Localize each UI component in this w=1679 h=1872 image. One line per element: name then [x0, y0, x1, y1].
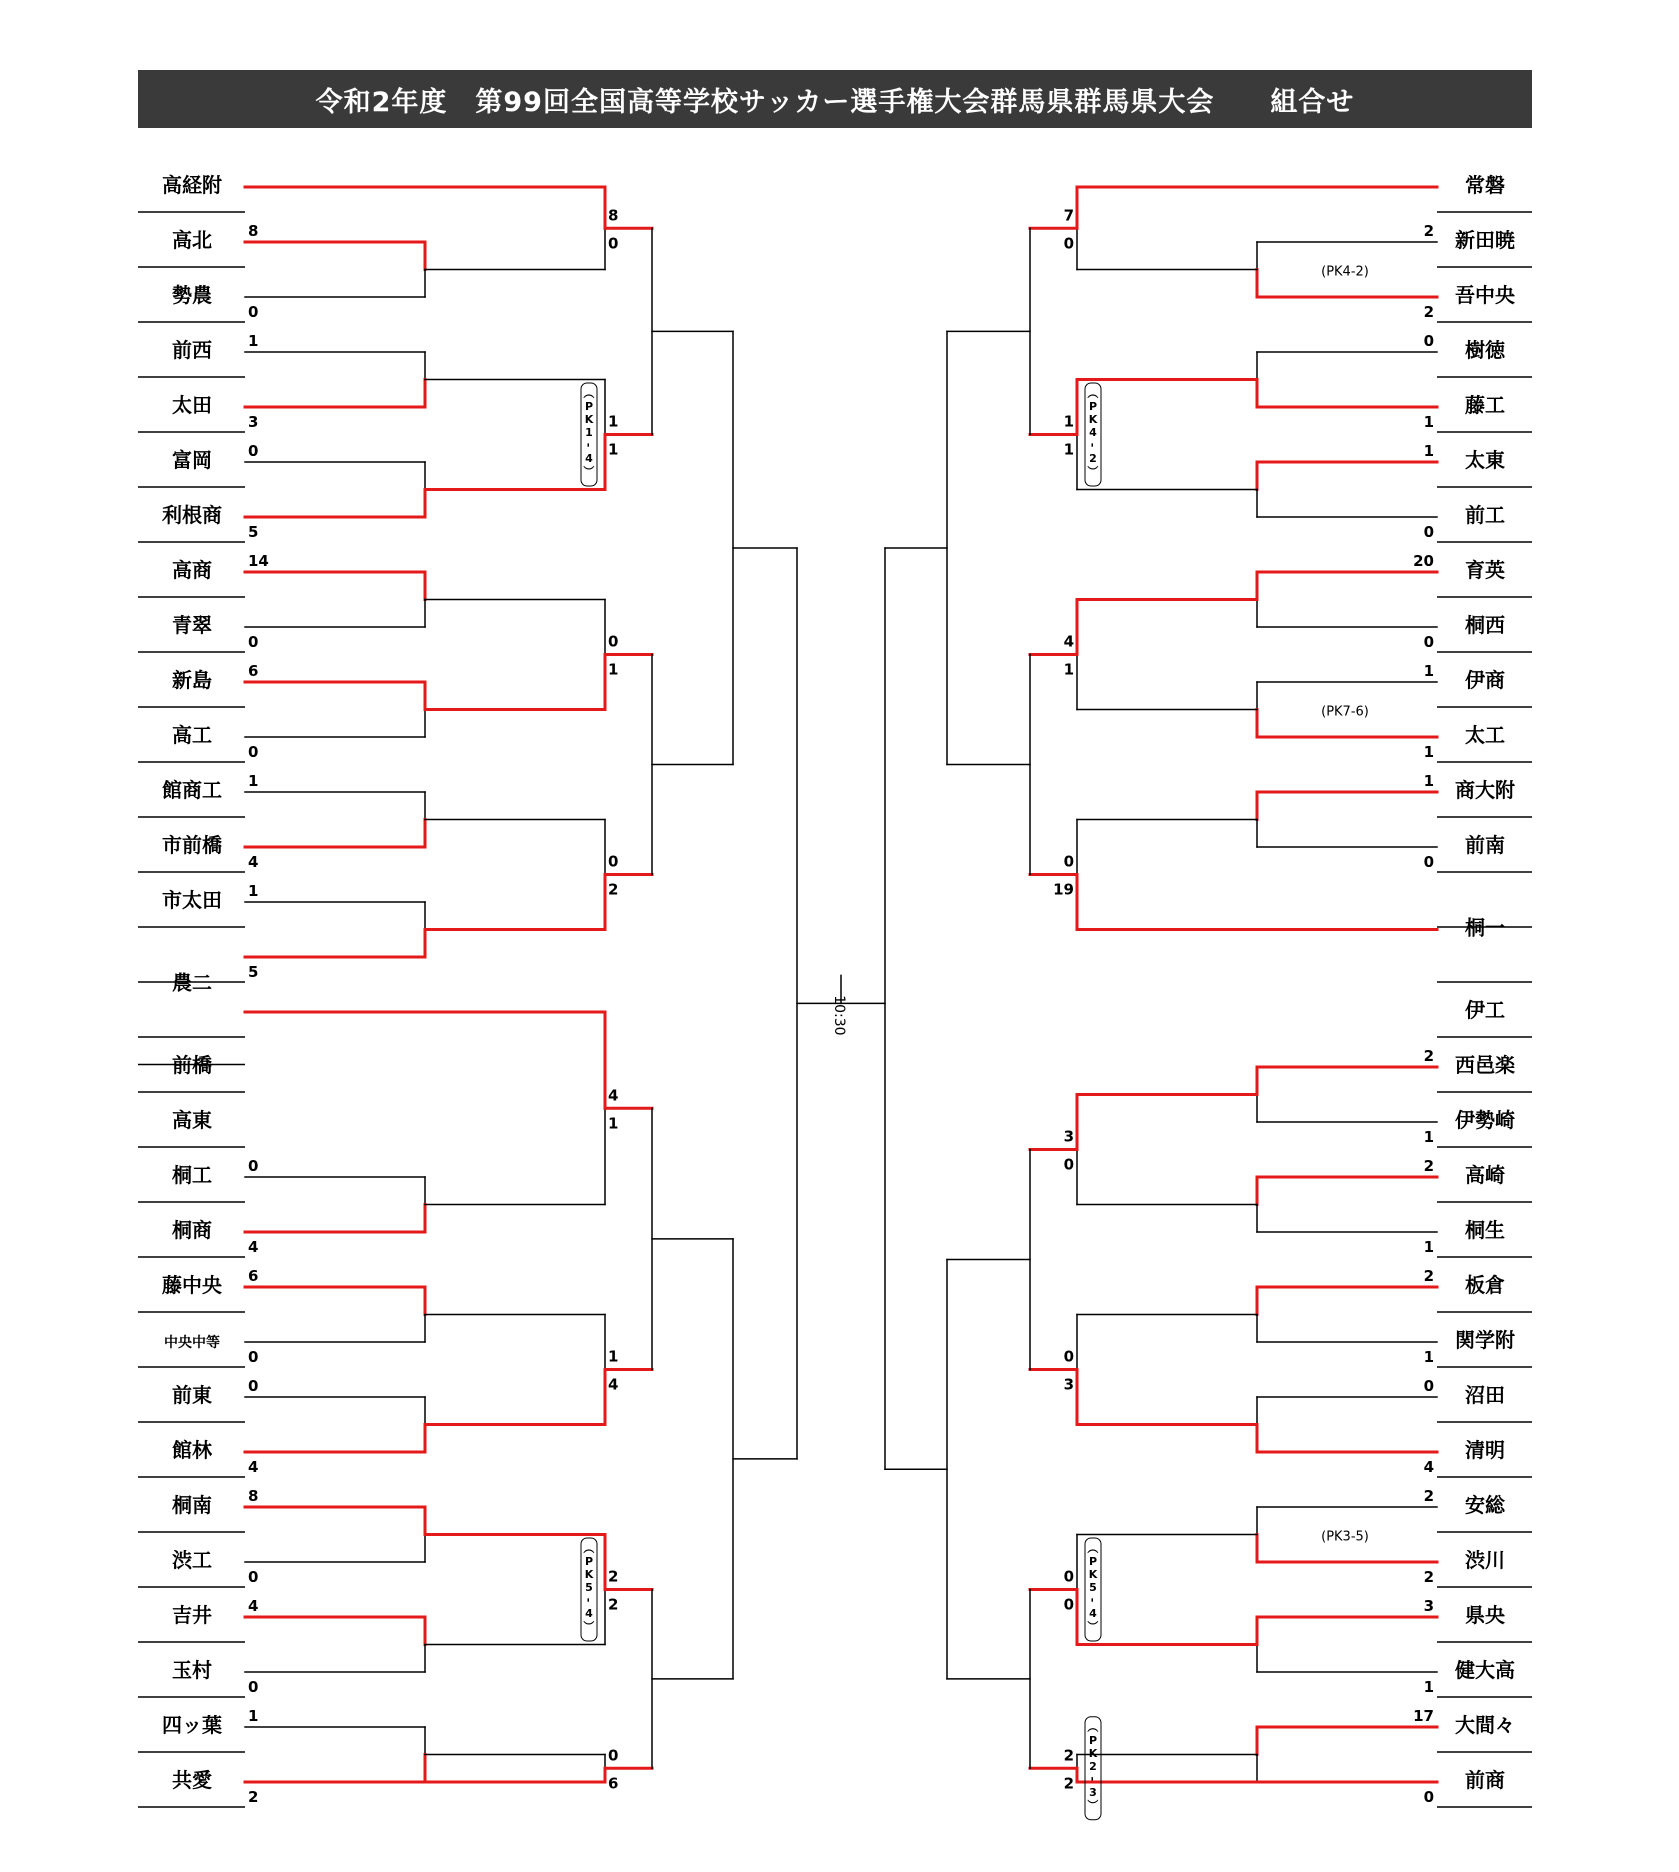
left-r1-score: 5: [248, 963, 259, 981]
right-r1-score: 1: [1423, 1238, 1434, 1256]
left-r1-score: 4: [248, 1458, 259, 1476]
right-r1-score: 2: [1423, 303, 1434, 321]
left-r1-score: 0: [248, 743, 259, 761]
right-r1-score: 1: [1423, 413, 1434, 431]
left-r2-score: 0: [608, 234, 619, 253]
left-r2-score: 0: [608, 852, 619, 871]
left-team-name: 四ッ葉: [162, 1713, 222, 1737]
right-team-name: 渋川: [1465, 1548, 1505, 1572]
right-team-name: 前商: [1465, 1768, 1505, 1792]
page-title: 令和2年度 第99回全国高等学校サッカー選手権大会群馬県群馬県大会 組合せ: [138, 70, 1532, 128]
right-team-name: 太工: [1465, 723, 1505, 747]
right-r1-score: 1: [1423, 662, 1434, 680]
left-r1-score: 0: [248, 1568, 259, 1586]
left-team-name: 高北: [172, 228, 212, 252]
right-r2-score: 0: [1063, 234, 1074, 253]
pk-char: -: [582, 1597, 595, 1603]
pk-char: （: [1086, 1721, 1099, 1733]
pk-char: 2: [1089, 452, 1097, 465]
pk-char: （: [582, 387, 595, 399]
right-team-name: 新田暁: [1455, 228, 1515, 252]
right-team-name: 県央: [1465, 1603, 1505, 1627]
right-r1-score: 0: [1423, 332, 1434, 350]
left-r1-score: 8: [248, 1487, 259, 1505]
left-r1-score: 4: [248, 1597, 259, 1615]
left-r2-score: 2: [608, 880, 619, 899]
pk-char: 4: [1089, 1607, 1097, 1620]
pk-char: （: [1086, 387, 1099, 399]
left-team-name: 吉井: [172, 1603, 212, 1627]
left-r2-score: 0: [608, 1746, 619, 1765]
pk-char: 3: [1089, 1785, 1097, 1799]
left-r1-score: 0: [248, 633, 259, 651]
left-r1-score: 0: [248, 1157, 259, 1175]
left-r1-score: 8: [248, 222, 259, 240]
left-r1-score: 5: [248, 523, 259, 541]
left-r1-score: 0: [248, 1377, 259, 1395]
right-r2-score: 0: [1063, 1155, 1074, 1174]
pk-char: P: [1088, 1733, 1098, 1747]
left-r2-score: 1: [608, 412, 619, 431]
right-team-name: 関学附: [1455, 1328, 1515, 1352]
left-r1-score: 1: [248, 882, 259, 900]
right-r1-score: 20: [1413, 552, 1434, 570]
right-team-name: 大間々: [1455, 1713, 1515, 1737]
pk-char: 2: [1089, 1759, 1097, 1773]
pk-char: ）: [1086, 465, 1099, 477]
right-r2-score: 1: [1063, 660, 1074, 679]
left-team-name: 前東: [172, 1383, 212, 1407]
right-r1-score: 2: [1423, 222, 1434, 240]
right-r1-score: 1: [1423, 1348, 1434, 1366]
left-r2-score: 4: [608, 1375, 619, 1394]
pk-char: P: [584, 400, 594, 413]
pk-char: （: [582, 1542, 595, 1554]
right-r1-score: 4: [1423, 1458, 1434, 1476]
left-team-name: 利根商: [162, 503, 222, 527]
left-r2-score: 6: [608, 1774, 619, 1793]
left-r1-score: 1: [248, 1707, 259, 1725]
pk-char: ）: [582, 1620, 595, 1632]
right-r1-score: 1: [1423, 743, 1434, 761]
pk-char: 5: [1089, 1581, 1097, 1594]
right-r1-score: 1: [1423, 772, 1434, 790]
right-r2-score: 0: [1063, 1567, 1074, 1586]
left-r2-score: 1: [608, 1114, 619, 1133]
left-r2-score: 0: [608, 632, 619, 651]
right-r2-score: 0: [1063, 852, 1074, 871]
left-team-name: 玉村: [172, 1658, 212, 1682]
right-r2-score: 0: [1063, 1347, 1074, 1366]
right-r2-score: 3: [1063, 1127, 1074, 1146]
pk-char: K: [1088, 413, 1098, 426]
left-team-name: 桐南: [172, 1493, 212, 1517]
left-r1-score: 4: [248, 853, 259, 871]
right-r2-score: 3: [1063, 1375, 1074, 1394]
left-r1-score: 0: [248, 1678, 259, 1696]
left-team-name: 高商: [172, 558, 212, 582]
pk-char: 1: [585, 426, 593, 439]
right-team-name: 伊商: [1465, 668, 1505, 692]
right-team-name: 高崎: [1465, 1163, 1505, 1187]
left-r1-score: 4: [248, 1238, 259, 1256]
left-r1-score: 6: [248, 1267, 259, 1285]
right-r2-score: 19: [1053, 880, 1074, 899]
final-kickoff: 10:30: [831, 995, 847, 1036]
right-r1-score: 17: [1413, 1707, 1434, 1725]
pk-char: P: [584, 1555, 594, 1568]
left-team-name: 青翠: [172, 613, 212, 637]
right-r1-score: 2: [1423, 1267, 1434, 1285]
right-team-name: 前南: [1465, 833, 1505, 857]
right-team-name: 桐一: [1465, 915, 1505, 940]
right-team-name: 伊工: [1465, 998, 1505, 1022]
right-r1-score: 2: [1423, 1047, 1434, 1065]
left-team-name: 渋工: [172, 1548, 212, 1572]
left-r2-score: 1: [608, 1347, 619, 1366]
right-team-name: 前工: [1465, 503, 1505, 527]
right-team-name: 板倉: [1465, 1273, 1505, 1297]
right-team-name: 吾中央: [1455, 283, 1515, 307]
right-r2-score: 1: [1063, 412, 1074, 431]
left-r1-score: 1: [248, 332, 259, 350]
left-team-name: 新島: [172, 668, 212, 692]
right-team-name: 太東: [1465, 448, 1505, 472]
left-r1-score: 0: [248, 303, 259, 321]
pk-char: P: [1088, 400, 1098, 413]
left-team-name: 共愛: [172, 1768, 212, 1792]
left-team-name: 農二: [172, 970, 212, 995]
pk-label: (PK4-2): [1321, 264, 1369, 280]
right-team-name: 樹徳: [1465, 338, 1505, 362]
left-team-name: 太田: [172, 393, 212, 417]
left-r2-score: 1: [608, 660, 619, 679]
right-r2-score: 0: [1063, 1595, 1074, 1614]
right-team-name: 健大高: [1455, 1658, 1515, 1682]
left-r2-score: 1: [608, 440, 619, 459]
left-r1-score: 0: [248, 1348, 259, 1366]
right-r2-score: 4: [1063, 632, 1074, 651]
right-team-name: 商大附: [1455, 778, 1515, 802]
right-r1-score: 1: [1423, 1678, 1434, 1696]
left-team-name: 富岡: [172, 448, 212, 472]
left-r1-score: 3: [248, 413, 259, 431]
right-r1-score: 1: [1423, 1128, 1434, 1146]
pk-char: -: [1086, 442, 1099, 448]
right-team-name: 清明: [1465, 1438, 1505, 1462]
right-r2-score: 1: [1063, 440, 1074, 459]
right-team-name: 沼田: [1465, 1383, 1505, 1407]
pk-char: （: [1086, 1542, 1099, 1554]
left-r1-score: 1: [248, 772, 259, 790]
right-r2-score: 2: [1063, 1774, 1074, 1793]
pk-char: 4: [1089, 426, 1097, 439]
left-r1-score: 14: [248, 552, 269, 570]
pk-char: K: [584, 413, 594, 426]
left-team-name: 高東: [172, 1108, 212, 1132]
pk-char: K: [1088, 1746, 1098, 1760]
right-r1-score: 0: [1423, 853, 1434, 871]
right-r1-score: 2: [1423, 1487, 1434, 1505]
right-team-name: 安総: [1465, 1493, 1505, 1517]
right-team-name: 育英: [1465, 558, 1505, 582]
pk-label: (PK7-6): [1321, 704, 1369, 720]
right-r1-score: 0: [1423, 633, 1434, 651]
left-team-name: 高工: [172, 723, 212, 747]
pk-char: -: [582, 442, 595, 448]
left-r2-score: 4: [608, 1086, 619, 1105]
right-r1-score: 3: [1423, 1597, 1434, 1615]
left-team-name: 高経附: [162, 173, 222, 197]
pk-char: ）: [1086, 1799, 1099, 1811]
right-r1-score: 0: [1423, 1377, 1434, 1395]
pk-label: (PK3-5): [1321, 1529, 1369, 1545]
right-team-name: 桐西: [1465, 613, 1505, 637]
right-r1-score: 0: [1423, 523, 1434, 541]
right-team-name: 伊勢崎: [1455, 1108, 1515, 1132]
left-team-name: 勢農: [172, 283, 212, 307]
left-team-name: 前橋: [172, 1053, 212, 1077]
pk-char: 4: [585, 1607, 593, 1620]
left-r1-score: 2: [248, 1788, 259, 1806]
right-team-name: 藤工: [1465, 393, 1505, 417]
pk-char: K: [1088, 1568, 1098, 1581]
pk-char: 4: [585, 452, 593, 465]
left-team-name: 市前橋: [162, 833, 222, 857]
left-team-name: 中央中等: [164, 1335, 220, 1351]
right-r1-score: 0: [1423, 1788, 1434, 1806]
left-r2-score: 2: [608, 1567, 619, 1586]
right-team-name: 常磐: [1465, 173, 1505, 197]
right-team-name: 西邑楽: [1455, 1053, 1515, 1077]
left-team-name: 桐工: [172, 1163, 212, 1187]
right-r1-score: 2: [1423, 1157, 1434, 1175]
pk-char: ）: [582, 465, 595, 477]
left-r1-score: 6: [248, 662, 259, 680]
right-team-name: 桐生: [1465, 1218, 1505, 1242]
left-team-name: 市太田: [162, 888, 222, 912]
left-r2-score: 2: [608, 1595, 619, 1614]
left-r1-score: 0: [248, 442, 259, 460]
pk-char: -: [1086, 1776, 1099, 1782]
left-team-name: 館林: [172, 1438, 212, 1462]
right-r2-score: 7: [1063, 206, 1074, 225]
pk-char: -: [1086, 1597, 1099, 1603]
left-team-name: 桐商: [172, 1218, 212, 1242]
pk-char: 5: [585, 1581, 593, 1594]
left-team-name: 藤中央: [162, 1273, 222, 1297]
left-team-name: 館商工: [162, 778, 222, 802]
right-r1-score: 1: [1423, 442, 1434, 460]
pk-char: K: [584, 1568, 594, 1581]
left-team-name: 前西: [172, 338, 212, 362]
right-r1-score: 2: [1423, 1568, 1434, 1586]
pk-char: ）: [1086, 1620, 1099, 1632]
left-r2-score: 8: [608, 206, 619, 225]
right-r2-score: 2: [1063, 1746, 1074, 1765]
pk-char: P: [1088, 1555, 1098, 1568]
